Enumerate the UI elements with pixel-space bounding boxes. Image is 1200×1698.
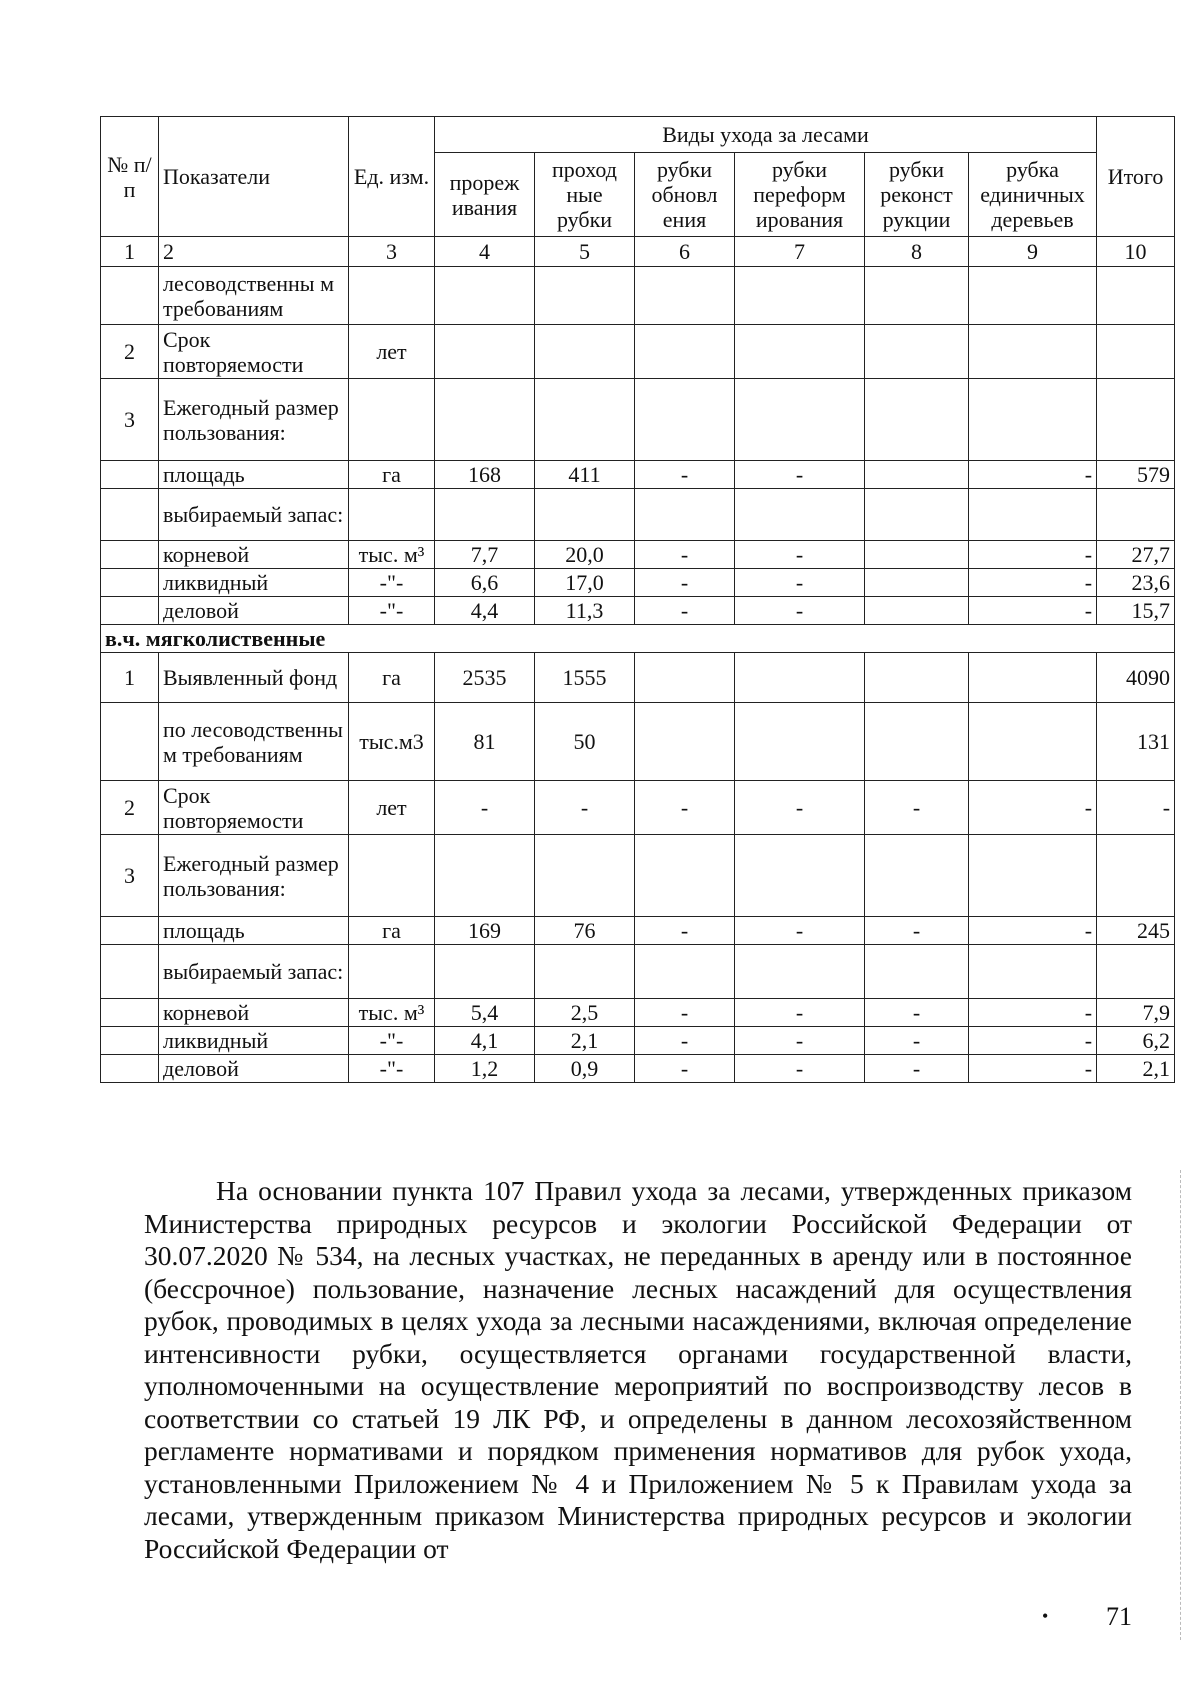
row-value: 6,6 [435, 569, 535, 597]
col-number: 9 [969, 237, 1097, 267]
row-value [865, 267, 969, 325]
row-number: 1 [101, 653, 159, 703]
row-total: 27,7 [1097, 541, 1175, 569]
row-total: - [1097, 781, 1175, 835]
header-type-6: рубка единичных деревьев [969, 153, 1097, 237]
row-total: 15,7 [1097, 597, 1175, 625]
row-indicator: площадь [159, 461, 349, 489]
row-value [735, 653, 865, 703]
row-value [535, 267, 635, 325]
row-total: 7,9 [1097, 999, 1175, 1027]
header-type-2: проход ные рубки [535, 153, 635, 237]
row-value [635, 267, 735, 325]
row-value [535, 489, 635, 541]
row-value [865, 489, 969, 541]
row-value [865, 541, 969, 569]
header-type-1: прореж ивания [435, 153, 535, 237]
row-value [969, 945, 1097, 999]
table-row [101, 835, 1175, 917]
col-number: 4 [435, 237, 535, 267]
row-value: - [635, 917, 735, 945]
row-value: - [865, 917, 969, 945]
row-unit: лет [349, 325, 435, 379]
row-number: 3 [101, 835, 159, 917]
row-number [101, 541, 159, 569]
row-value: - [535, 781, 635, 835]
row-unit: -"- [349, 597, 435, 625]
row-value [535, 379, 635, 461]
table-row [101, 1027, 1175, 1055]
row-unit: га [349, 653, 435, 703]
table-row [101, 267, 1175, 325]
row-indicator: лесоводственны м требованиям [159, 267, 349, 325]
table-row [101, 569, 1175, 597]
row-value: 2535 [435, 653, 535, 703]
row-value: - [969, 597, 1097, 625]
row-indicator: Срок повторяемости [159, 781, 349, 835]
table-body [101, 267, 1175, 1083]
row-value: - [969, 1055, 1097, 1083]
row-value: 168 [435, 461, 535, 489]
row-value: - [969, 917, 1097, 945]
row-value [865, 597, 969, 625]
row-unit [349, 945, 435, 999]
row-value: - [435, 781, 535, 835]
row-number [101, 999, 159, 1027]
row-value [735, 703, 865, 781]
row-indicator: площадь [159, 917, 349, 945]
col-number: 7 [735, 237, 865, 267]
row-value [969, 703, 1097, 781]
row-unit [349, 267, 435, 325]
row-indicator: выбираемый запас: [159, 489, 349, 541]
row-indicator: Ежегодный размер пользования: [159, 835, 349, 917]
row-unit [349, 379, 435, 461]
row-value: 1555 [535, 653, 635, 703]
row-number: 3 [101, 379, 159, 461]
column-number-row [101, 237, 1175, 267]
row-value: 76 [535, 917, 635, 945]
row-value: - [735, 461, 865, 489]
row-number [101, 703, 159, 781]
row-value [635, 325, 735, 379]
row-value [435, 945, 535, 999]
row-value [435, 489, 535, 541]
row-indicator: корневой [159, 999, 349, 1027]
row-total [1097, 379, 1175, 461]
section-title: в.ч. мягколиственные [101, 625, 1175, 653]
header-num: № п/п [101, 117, 159, 237]
row-indicator: ликвидный [159, 1027, 349, 1055]
row-value [969, 835, 1097, 917]
row-total [1097, 489, 1175, 541]
row-value: - [735, 597, 865, 625]
row-indicator: Выявленный фонд [159, 653, 349, 703]
row-value [969, 379, 1097, 461]
row-value [969, 325, 1097, 379]
col-number: 2 [159, 237, 349, 267]
row-value: - [635, 1055, 735, 1083]
row-value [435, 379, 535, 461]
row-value: 1,2 [435, 1055, 535, 1083]
table-row [101, 1055, 1175, 1083]
row-value: - [865, 1055, 969, 1083]
row-value: 2,5 [535, 999, 635, 1027]
row-value [635, 489, 735, 541]
row-indicator: ликвидный [159, 569, 349, 597]
row-value [865, 461, 969, 489]
row-total [1097, 325, 1175, 379]
table-row [101, 917, 1175, 945]
row-total: 6,2 [1097, 1027, 1175, 1055]
row-total: 23,6 [1097, 569, 1175, 597]
row-value [535, 945, 635, 999]
row-number [101, 489, 159, 541]
row-indicator: корневой [159, 541, 349, 569]
row-total: 131 [1097, 703, 1175, 781]
row-indicator: деловой [159, 597, 349, 625]
row-number [101, 1027, 159, 1055]
row-value: - [969, 781, 1097, 835]
row-value [635, 703, 735, 781]
row-value: 2,1 [535, 1027, 635, 1055]
row-value: - [969, 541, 1097, 569]
scan-edge-line [1180, 1170, 1182, 1640]
table-row [101, 325, 1175, 379]
row-unit: -"- [349, 569, 435, 597]
row-value [435, 267, 535, 325]
row-unit: га [349, 917, 435, 945]
row-number [101, 1055, 159, 1083]
row-value: 0,9 [535, 1055, 635, 1083]
row-unit: лет [349, 781, 435, 835]
row-total: 579 [1097, 461, 1175, 489]
table-row [101, 379, 1175, 461]
row-value: - [735, 1055, 865, 1083]
table-row [101, 461, 1175, 489]
col-number: 3 [349, 237, 435, 267]
forest-care-table [100, 116, 1175, 1083]
row-unit: -"- [349, 1027, 435, 1055]
row-number: 2 [101, 325, 159, 379]
row-value [535, 835, 635, 917]
row-number [101, 945, 159, 999]
row-total [1097, 835, 1175, 917]
table-row [101, 597, 1175, 625]
row-value: 169 [435, 917, 535, 945]
row-value: 11,3 [535, 597, 635, 625]
row-value: - [635, 781, 735, 835]
row-total [1097, 945, 1175, 999]
row-value [865, 653, 969, 703]
col-number: 6 [635, 237, 735, 267]
row-value: - [969, 569, 1097, 597]
col-number: 10 [1097, 237, 1175, 267]
row-value [435, 835, 535, 917]
header-type-3: рубки обновл ения [635, 153, 735, 237]
row-unit: га [349, 461, 435, 489]
col-number: 5 [535, 237, 635, 267]
row-indicator: Срок повторяемости [159, 325, 349, 379]
row-total: 245 [1097, 917, 1175, 945]
row-value [735, 325, 865, 379]
row-value [735, 379, 865, 461]
row-value [735, 945, 865, 999]
stray-dot: • [1042, 1606, 1049, 1626]
row-indicator: выбираемый запас: [159, 945, 349, 999]
row-value [635, 653, 735, 703]
header-type-4: рубки переформ ирования [735, 153, 865, 237]
row-value [435, 325, 535, 379]
row-value [969, 267, 1097, 325]
row-value: - [735, 1027, 865, 1055]
row-value [865, 325, 969, 379]
row-value [865, 945, 969, 999]
table-row [101, 781, 1175, 835]
section-row [101, 625, 1175, 653]
row-value [635, 835, 735, 917]
row-value [969, 653, 1097, 703]
row-value: - [735, 999, 865, 1027]
header-type-5: рубки реконст рукции [865, 153, 969, 237]
body-paragraph: На основании пункта 107 Правил ухода за лесами, утвержденных приказом Министерства природных ресурсов и экологии Российской Федерации от 30.07.2020 № 534, на лесных участках, не переданных в аренду или в постоянное (бессрочное) пользование, назначение лесных насаждений для осуществления рубок, проводимых в целях ухода за лесными насаждениями, включая определение интенсивности рубки, осуществляется органами государственной власти, уполномоченными на осуществление мероприятий по воспроизводству лесов в соответствии со статьей 19 ЛК РФ, и определены в данном лесохозяйственном регламенте нормативами и порядком применения нормативов для рубок ухода, установленными Приложением № 4 и Приложением № 5 к Правилам ухода за лесами, утвержденным приказом Министерства природных ресурсов и экологии Российской Федерации от [144, 1175, 1132, 1564]
row-number [101, 267, 159, 325]
row-value: 4,1 [435, 1027, 535, 1055]
header-total: Итого [1097, 117, 1175, 237]
page-number: 71 [1106, 1602, 1132, 1631]
row-value: - [635, 597, 735, 625]
header-row-1 [101, 117, 1175, 153]
row-value: - [969, 999, 1097, 1027]
row-value: 411 [535, 461, 635, 489]
table-row [101, 999, 1175, 1027]
row-value: 17,0 [535, 569, 635, 597]
row-unit [349, 489, 435, 541]
row-value [535, 325, 635, 379]
row-value: 20,0 [535, 541, 635, 569]
row-total [1097, 267, 1175, 325]
table-row [101, 541, 1175, 569]
row-value: - [865, 1027, 969, 1055]
row-number [101, 917, 159, 945]
row-indicator: по лесоводственны м требованиям [159, 703, 349, 781]
row-total: 4090 [1097, 653, 1175, 703]
table-row [101, 653, 1175, 703]
row-number: 2 [101, 781, 159, 835]
row-value: 7,7 [435, 541, 535, 569]
row-unit: тыс. м³ [349, 999, 435, 1027]
row-unit: тыс.м3 [349, 703, 435, 781]
row-value: - [635, 999, 735, 1027]
row-value: - [865, 999, 969, 1027]
header-group: Виды ухода за лесами [435, 117, 1097, 153]
row-indicator: Ежегодный размер пользования: [159, 379, 349, 461]
row-value: - [635, 569, 735, 597]
header-unit: Ед. изм. [349, 117, 435, 237]
row-value: - [735, 781, 865, 835]
row-unit: -"- [349, 1055, 435, 1083]
row-value: - [635, 541, 735, 569]
table-row [101, 945, 1175, 999]
row-value: - [735, 917, 865, 945]
row-value [969, 489, 1097, 541]
row-unit [349, 835, 435, 917]
row-value [735, 489, 865, 541]
row-unit: тыс. м³ [349, 541, 435, 569]
row-value [865, 703, 969, 781]
row-indicator: деловой [159, 1055, 349, 1083]
row-value: - [635, 1027, 735, 1055]
row-number [101, 597, 159, 625]
row-number [101, 569, 159, 597]
row-value: 4,4 [435, 597, 535, 625]
row-total: 2,1 [1097, 1055, 1175, 1083]
row-value [735, 267, 865, 325]
table-row [101, 703, 1175, 781]
row-value [865, 835, 969, 917]
row-value: - [735, 541, 865, 569]
row-value: - [635, 461, 735, 489]
col-number: 8 [865, 237, 969, 267]
row-value [635, 945, 735, 999]
row-value: 5,4 [435, 999, 535, 1027]
header-indicator: Показатели [159, 117, 349, 237]
row-value: - [969, 461, 1097, 489]
table-row [101, 489, 1175, 541]
row-value: - [735, 569, 865, 597]
row-number [101, 461, 159, 489]
row-value [865, 569, 969, 597]
row-value: 50 [535, 703, 635, 781]
row-value [635, 379, 735, 461]
row-value: 81 [435, 703, 535, 781]
row-value [735, 835, 865, 917]
col-number: 1 [101, 237, 159, 267]
row-value [865, 379, 969, 461]
row-value: - [969, 1027, 1097, 1055]
row-value: - [865, 781, 969, 835]
